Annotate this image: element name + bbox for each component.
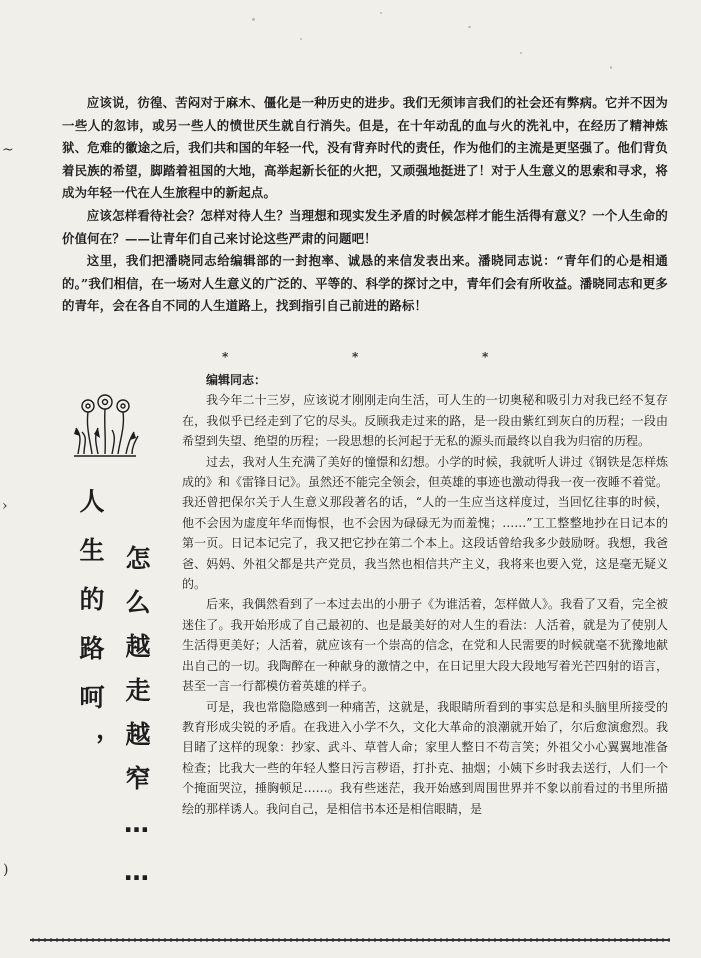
scan-speck [380, 12, 382, 14]
letter-paragraph: 我今年二十三岁，应该说才刚刚走向生活，可人生的一切奥秘和吸引力对我已经不复存在，我似乎已经走到了它的尽头。反顾我走过来的路，是一段由紫红到灰白的历程；一段由希望到失望、绝望的历程；一段思想的长河起于无私的源头而最终以自我为归宿的历程。 [182, 393, 668, 449]
star: * [352, 350, 359, 364]
intro-paragraph: 应该怎样看待社会？怎样对待人生？当理想和现实发生矛盾的时候怎样才能生活得有意义？一个人生命的价值何在？——让青年们自己来讨论这些严肃的问题吧！ [62, 207, 668, 246]
scan-speck [300, 38, 302, 40]
scan-speck [252, 18, 255, 21]
letter-paragraph: 可是，我也常隐隐感到一种痛苦，这就是，我眼睛所看到的事实总是和头脑里所接受的教育形成尖锐的矛盾。在我进入小学不久，文化大革命的浪潮就开始了，尔后愈演愈烈。我目睹了这样的现象：抄家、武斗、草菅人命；家里人整日不苟言笑；外祖父小心翼翼地准备检查；比我大一些的年轻人整日污言秽语，打扑克、抽烟；小姨下乡时我去送行，人们一个个掩面哭泣，捶胸顿足……。我有些迷茫，我开始感到周围世界并不象以前看过的书里所描绘的那样诱人。我问自己，是相信书本还是相信眼睛，是 [182, 699, 668, 816]
title-column-left: 怎么越走越窄…… [122, 545, 151, 905]
decorative-border [30, 936, 670, 944]
letter-body [182, 370, 668, 819]
intro-paragraph: 应该说，彷徨、苦闷对于麻木、僵化是一种历史的进步。我们无须讳言我们的社会还有弊病。它并不因为一些人的忽讳，或另一些人的愤世厌生就自行消失。但是，在十年动乱的血与火的洗礼中，在经历了精神炼狱、危难的徽途之后，我们共和国的年轻一代，没有背弃时代的责任，作为他们的主流是更坚强了。他们背负着民族的希望，脚踏着祖国的大地，高举起新长征的火把，又顽强地挺进了！对于人生意义的思索和寻求，将成为年轻一代在人生旅程中的新起点。 [62, 95, 668, 201]
star-separator [0, 350, 701, 364]
title-column-right: 人生的路呵， [76, 488, 105, 782]
margin-mark: ) [3, 862, 9, 878]
margin-mark: › [2, 498, 8, 514]
letter-paragraph: 后来，我偶然看到了一本过去出的小册子《为谁活着，怎样做人》。我看了又看，完全被迷住了。我开始形成了自己最初的、也是最美好的对人生的看法：人活着，就是为了使别人生活得更美好；人活着，就应该有一个崇高的信念，在党和人民需要的时候就毫不犹豫地献出自己的一切。我陶醉在一种献身的激情之中，在日记里大段大段地写着光芒四射的语言，甚至一言一行都模仿着英雄的样子。 [182, 597, 669, 694]
scan-speck [468, 26, 471, 28]
letter-paragraph: 过去，我对人生充满了美好的憧憬和幻想。小学的时候，我就听人讲过《钢铁是怎样炼成的》和《雷锋日记》。虽然还不能完全领会，但英雄的事迹也激动得我一夜一夜睡不着觉。我还曾把保尔关于人生意义那段著名的话，“人的一生应当这样度过，当回忆往事的时候，他不会因为虚度年华而悔恨，也不会因为碌碌无为而羞愧；……”工工整整地抄在日记本的第一页。日记本记完了，我又把它抄在第二个本上。这段话曾给我多少鼓励呀。我想，我爸爸、妈妈、外祖父都是共产党员，我当然也相信共产主义，我将来也要入党，这是毫无疑义的。 [182, 454, 669, 592]
scan-speck [520, 52, 522, 54]
star: * [222, 350, 229, 364]
letter-salutation: 编辑同志： [206, 373, 267, 387]
margin-mark: ~ [2, 142, 14, 158]
intro-paragraph: 这里，我们把潘晓同志给编辑部的一封抱率、诚恳的来信发表出来。潘晓同志说：“青年们的心是相通的。”我们相信，在一场对人生意义的广泛的、平等的、科学的探讨之中，青年们会有所收益。潘晓同志和更多的青年，会在各自不同的人生道路上，找到指引自己前进的路标！ [62, 253, 668, 314]
editor-intro [62, 92, 668, 318]
flower-illustration-icon [70, 392, 140, 462]
star: * [482, 350, 489, 364]
scan-speck [610, 66, 612, 69]
